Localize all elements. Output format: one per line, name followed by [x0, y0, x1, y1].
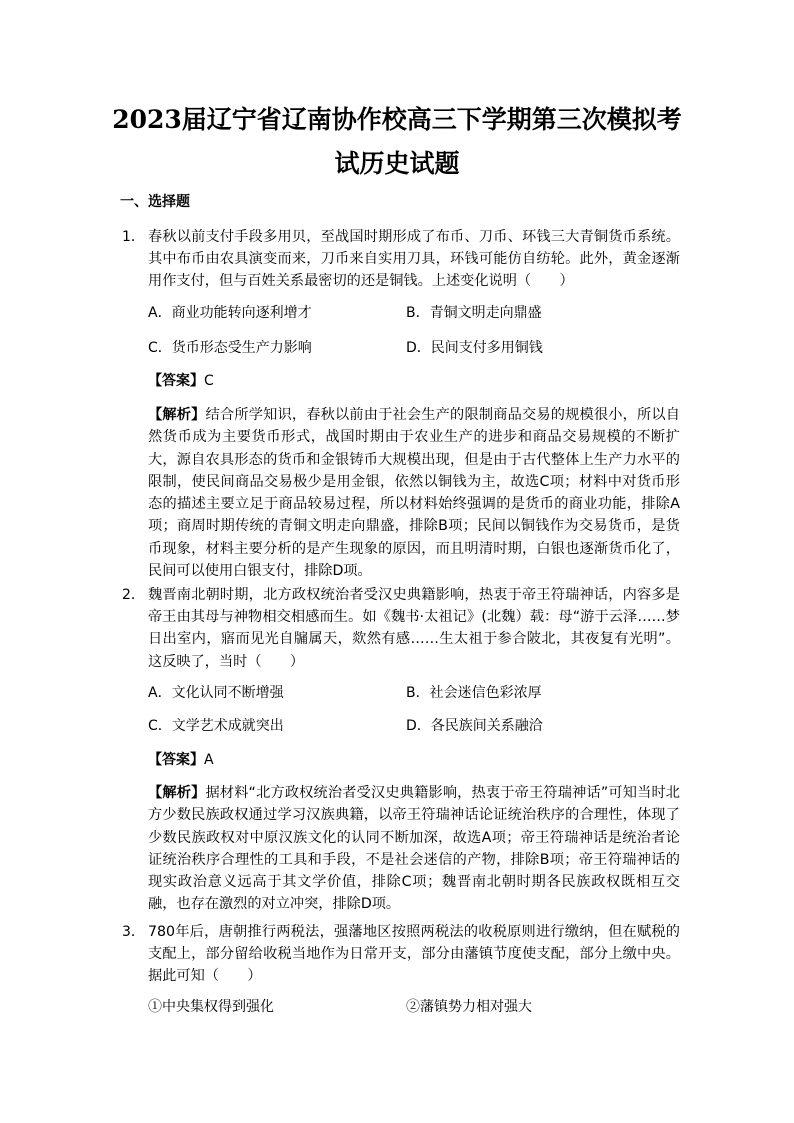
question-3-item-2: ②藩镇势力相对强大	[406, 1000, 532, 1015]
answer-label: 【答案】	[148, 752, 204, 768]
question-3-stem: 780年后，唐朝推行两税法，强藩地区按照两税法的收税原则进行缴纳，但在赋税的支配上，部分留给收税当地作为日常开支，部分由藩镇节度使支配，部分上缴中央。据此可知（ ）	[148, 924, 680, 985]
question-2-option-a: A．文化认同不断增强	[148, 685, 284, 701]
question-1-stem: 春秋以前支付手段多用贝，至战国时期形成了布币、刀币、环钱三大青铜货币系统。其中布币由农具演变而来，刀币来自实用刀具，环钱可能仿自纺轮。此外，黄金逐渐用作支付，但与百姓关系最密切的还是铜钱。上述变化说明（ ）	[148, 229, 680, 290]
question-1-option-a: A．商业功能转向逐利增才	[148, 305, 312, 321]
question-1-option-d: D．民间支付多用铜钱	[406, 340, 543, 356]
question-2-analysis	[148, 782, 680, 916]
question-1-answer	[148, 371, 214, 391]
question-2-option-c: C．文学艺术成就突出	[148, 718, 284, 734]
question-3-item-1: ①中央集权得到强化	[148, 1000, 274, 1015]
question-1-analysis	[148, 404, 680, 582]
question-1-option-b: B．青铜文明走向鼎盛	[406, 305, 542, 321]
answer-value: C	[204, 373, 214, 389]
question-2-stem: 魏晋南北朝时期，北方政权统治者受汉史典籍影响，热衷于帝王符瑞神话，内容多是帝王由其母与神物相交相感而生。如《魏书·太祖记》(北魏）载：母“游于云泽……梦日出室内，寤而见光自牖属天，欻然有感……生太祖于参合陂北，其夜复有光明”。这反映了，当时（ ）	[148, 587, 680, 670]
question-3-number: 3．	[122, 924, 145, 940]
analysis-text: 结合所学知识，春秋以前由于社会生产的限制商品交易的规模很小，所以自然货币成为主要货币形式，战国时期由于农业生产的进步和商品交易规模的不断扩大，源自农具形态的货币和金银铸币大规模出现，但是由于古代整体上生产力水平的限制，使民间商品交易极少是用金银，依然以铜钱为主，故选C项；材料中对货币形态的描述主要立足于商品较易过程，所以材料始终强调的是货币的商业功能，排除A项；商周时期传统的青铜文明走向鼎盛，排除B项；民间以铜钱作为交易货币，是货币现象，材料主要分析的是产生现象的原因，而且明清时期，白银也逐渐货币化了，民间可以使用白银支付，排除D项。	[148, 407, 680, 580]
document-title-line-2: 试历史试题	[334, 149, 460, 178]
question-1-number: 1．	[122, 229, 145, 245]
analysis-label: 【解析】	[148, 407, 206, 423]
answer-label: 【答案】	[148, 373, 204, 389]
section-heading: 一、选择题	[120, 194, 190, 210]
question-2-answer	[148, 750, 214, 770]
analysis-text: 据材料“北方政权统治者受汉史典籍影响，热衷于帝王符瑞神话”可知当时北方少数民族政权通过学习汉族典籍，以帝王符瑞神话论证统治秩序的合理性，体现了少数民族政权对中原汉族文化的认同不断加深，故选A项；帝王符瑞神话是统治者论证统治秩序合理性的工具和手段，不是社会迷信的产物，排除B项；帝王符瑞神话的现实政治意义远高于其文学价值，排除C项；魏晋南北朝时期各民族政权既相互交融，也存在激烈的对立冲突，排除D项。	[148, 785, 680, 913]
analysis-label: 【解析】	[148, 785, 206, 801]
question-2-option-b: B．社会迷信色彩浓厚	[406, 685, 542, 701]
question-1-option-c: C．货币形态受生产力影响	[148, 340, 312, 356]
answer-value: A	[204, 752, 214, 768]
question-2-number: 2．	[122, 587, 145, 603]
document-title-line-1: 2023届辽宁省辽南协作校高三下学期第三次模拟考	[112, 105, 682, 134]
question-2-option-d: D．各民族间关系融洽	[406, 718, 543, 734]
